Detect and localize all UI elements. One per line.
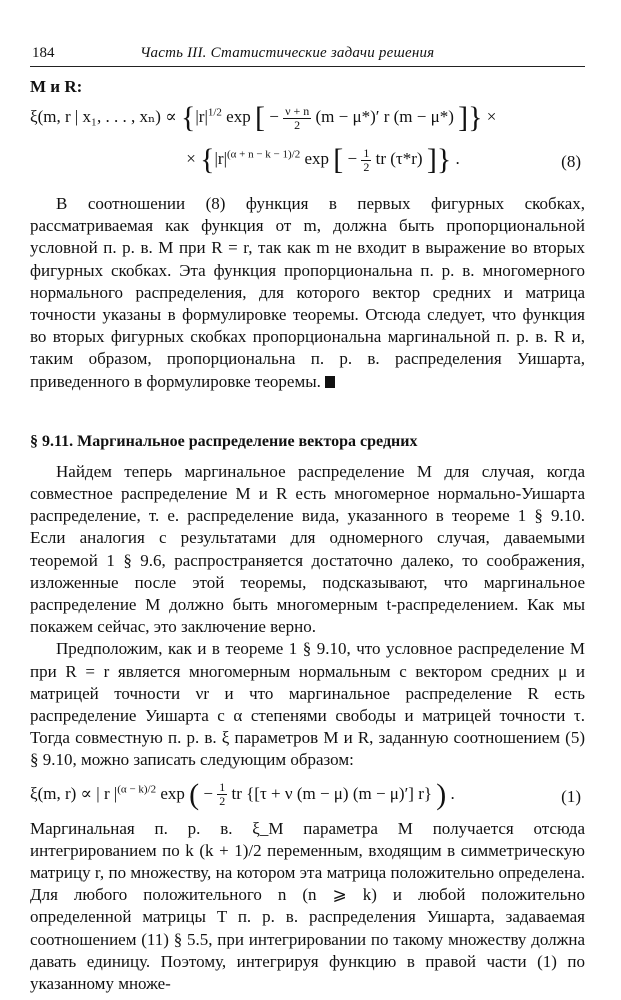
equation-number-1: (1) <box>561 786 581 806</box>
page-number: 184 <box>32 45 55 61</box>
minus-sign: − <box>203 783 214 803</box>
minus-sign: − <box>347 149 358 168</box>
exponent-half: 1/2 <box>207 106 222 119</box>
fraction-numerator: 1 <box>219 780 226 795</box>
running-header <box>30 40 585 67</box>
paragraph-4: Маргинальная п. р. в. ξ_M параметра M получается отсюда интегрированием по k (k + 1)/2 переменным, входящим в симметрическую матрицу r, по множеству, на котором эта матрица положительно определена. Для любого положительного n (n ⩾ k) и любой положительно определенной матрицы T п. р. в. распределения Уишарта, задаваемая соотношением (11) § 5.5, при интегрировании по такому множеству должна давать единицу. Поэтому, интегрируя функцию в правой части (1) по указанному множе- <box>30 818 585 994</box>
formula-1: ξ(m, r) ∝ | r $|^{(\alpha - k)/2}$ exp ( − $\frac{1}{2}$ tr {[τ + ν (m − μ) (m − μ)′] r} ) . (1) <box>30 777 581 811</box>
section-title: § 9.11. Маргинальное распределение вектора средних <box>30 432 418 450</box>
qed-square-icon <box>325 376 335 388</box>
equation-number-8: (8) <box>561 152 581 171</box>
right-paren: ) <box>436 777 447 811</box>
left-bracket: [ <box>333 143 344 176</box>
book-page <box>30 40 585 995</box>
formula-1-lhs: ξ(m, r) ∝ <box>30 783 93 803</box>
exponent-alpha: (α + n − k − 1)/2 <box>226 148 301 161</box>
times-sign: × <box>486 107 497 126</box>
right-bracket: ] <box>426 143 437 176</box>
left-paren: ( <box>189 777 200 811</box>
variables-label: М и R: <box>30 77 83 96</box>
left-bracket: [ <box>254 101 265 134</box>
fraction-nu-n <box>283 105 311 132</box>
left-brace: { <box>180 101 196 134</box>
exp-word: exp <box>304 149 330 168</box>
exp-word: exp <box>226 107 251 126</box>
fraction-denominator: 2 <box>219 794 226 809</box>
right-brace: } <box>468 101 483 134</box>
right-brace: } <box>436 143 452 176</box>
paragraph-3: Предположим, как и в теореме 1 § 9.10, что условное распределение M при R = r является многомерным нормальным с вектором средних μ и матрицей точности νr и что маргинальное распределение R есть распределение Уишарта с α степенями свободы и матрицей точности τ. Тогда совместную п. р. в. ξ параметров M и R, заданную соотношением (5) § 9.10, можно записать следующим образом: <box>30 639 585 770</box>
running-title: Часть III. Статистические задачи решения <box>140 45 435 61</box>
fraction-numerator: 1 <box>363 145 370 160</box>
fraction-numerator: ν + n <box>285 103 310 118</box>
fraction-half <box>361 147 371 174</box>
exp-word: exp <box>160 783 185 803</box>
fraction-half <box>217 781 227 808</box>
paragraph-1 <box>30 193 585 393</box>
times-sign: × <box>186 149 196 168</box>
quadratic-form: (m − μ*)′ r (m − μ*) <box>315 107 454 126</box>
left-brace: { <box>200 143 215 176</box>
right-bracket: ] <box>458 101 469 134</box>
exponent-alpha-k: (α − k)/2 <box>117 783 157 796</box>
fraction-denominator: 2 <box>363 159 370 174</box>
paragraph-2: Найдем теперь маргинальное распределение M для случая, когда совместное распределение M и R есть многомерное нормально-Уишарта распределение, т. е. распределение вида, указанного в теореме 1 § 9.10. Если аналогия с результатами для одномерного случая, даваемыми теоремой 1 § 9.6, распространяется достаточно далеко, то соображения, изложенные после этой теоремы, подсказывают, что маргинальное распределение M должно быть многомерным t-распределением. Как мы покажем сейчас, это заключение верно. <box>30 461 585 637</box>
abs-r: |r| <box>195 107 208 126</box>
abs-r: | r | <box>96 783 118 803</box>
trace-body: tr {[τ + ν (m − μ) (m − μ)′] r} <box>231 783 433 803</box>
formula-8-lhs: ξ(m, r | x₁, . . . , xₙ) ∝ <box>30 107 177 126</box>
trace-term: tr (τ*r) <box>375 149 423 168</box>
formula-8-line-2: × {$|r|^{(\alpha + n - k - 1)/2}$ exp [ − $\frac{1}{2}$ tr (τ*r) ]} . (8) <box>186 143 581 176</box>
fraction-denominator: 2 <box>294 117 301 132</box>
abs-r: |r| <box>214 149 227 168</box>
minus-sign: − <box>269 107 279 126</box>
paragraph-1-text: В соотношении (8) функция в первых фигурных скобках, рассматриваемая как функция от m, должна быть пропорциональной условной п. р. в. M при R = r, так как m не входит в выражение во вторых фигурных скобках. Эта функция пропорциональна п. р. в. многомерного нормального распределения, для которого вектор средних и матрица точности указаны в формулировке теоремы. Отсюда следует, что функция во вторых фигурных скобках пропорциональна маргинальной п. р. в. R и, таким образом, пропорциональна п. р. в. распределения Уишарта, приведенного в формулировке теоремы. <box>30 194 585 391</box>
formula-8-line-1 <box>30 101 585 143</box>
